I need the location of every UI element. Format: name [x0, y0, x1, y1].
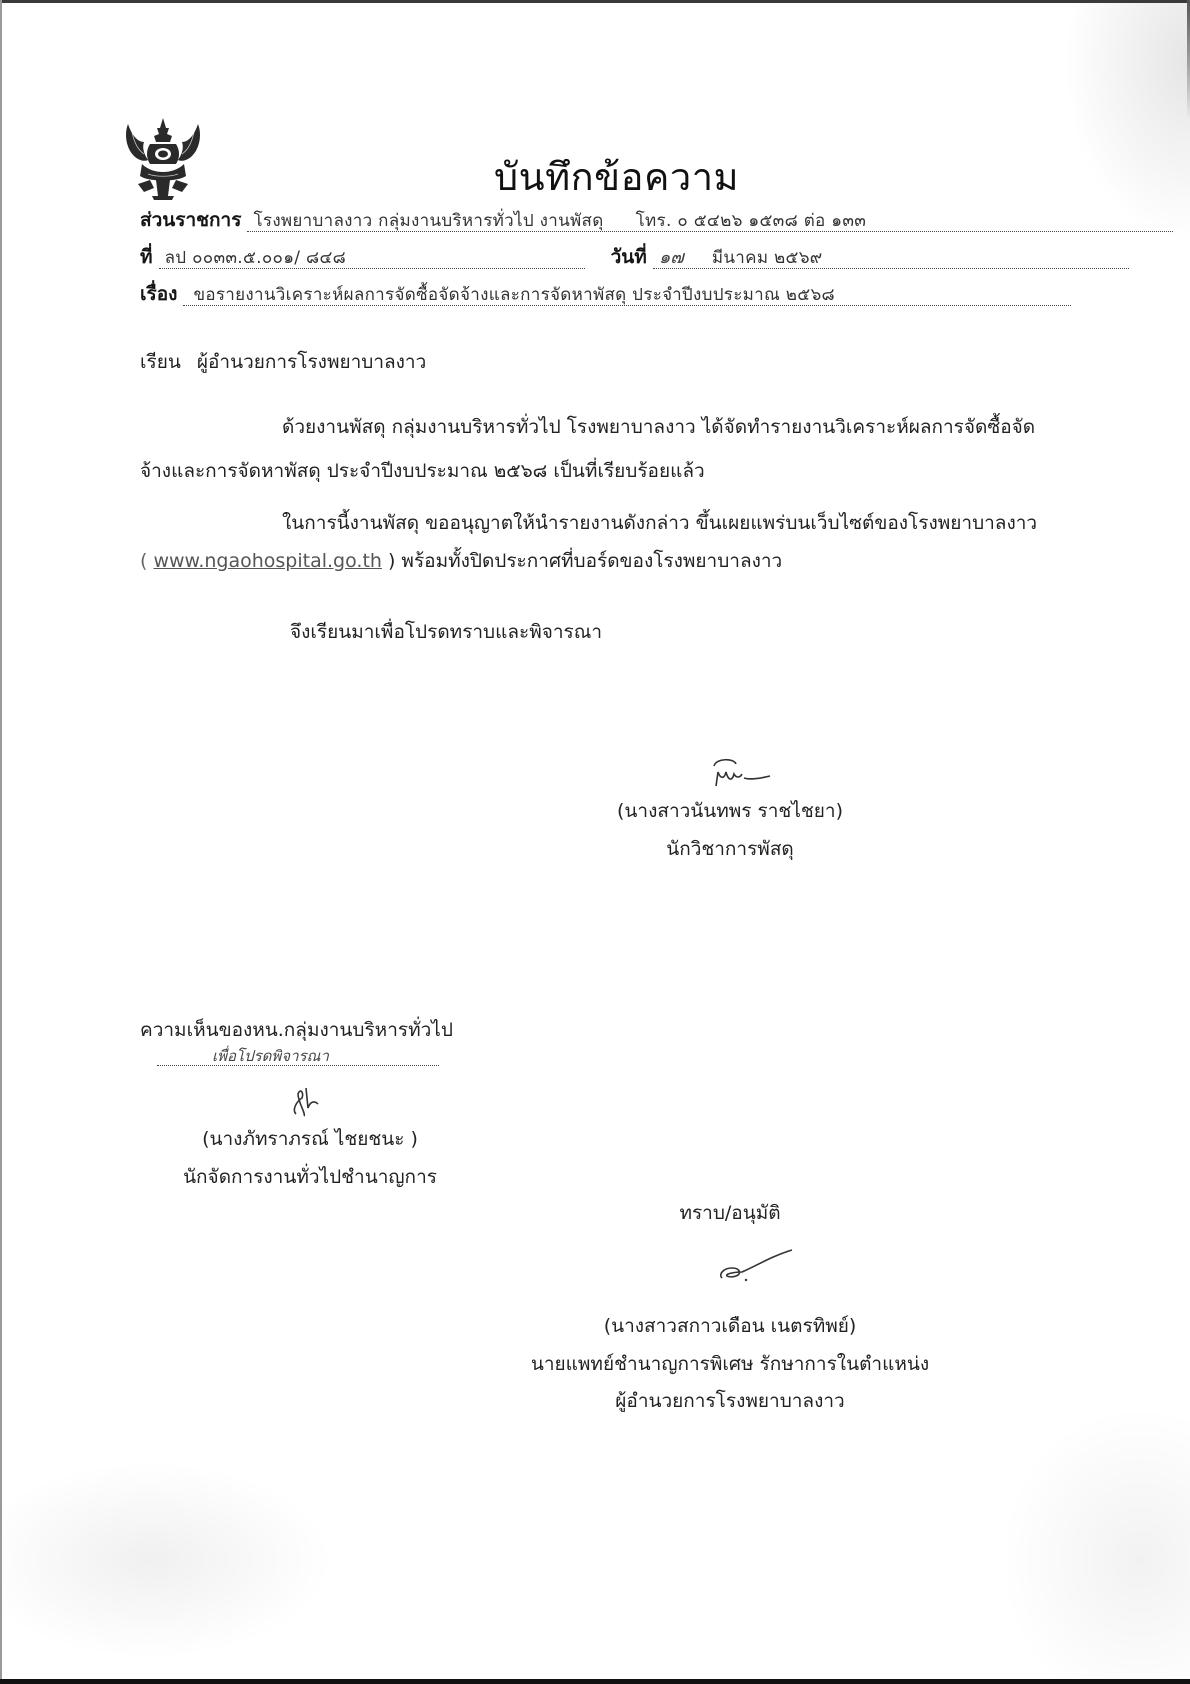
reference-value: ลป ๐๐๓๓.๕.๐๐๑/ ๘๔๘ — [164, 248, 347, 268]
reference-label: ที่ — [140, 246, 153, 268]
date-field — [653, 247, 1129, 269]
paragraph-2-rest: ) พร้อมทั้งปิดประกาศที่บอร์ดของโรงพยาบาลงาว — [381, 550, 783, 572]
scan-edge-top — [0, 0, 1190, 3]
date-label: วันที่ — [610, 246, 647, 268]
department-field — [247, 210, 1173, 232]
approver-position-line-1: นายแพทย์ชำนาญการพิเศษ รักษาการในตำแหน่ง — [530, 1353, 930, 1375]
subject-row — [140, 279, 1071, 309]
salutation — [140, 347, 426, 377]
opinion-handwritten-note: เพื่อโปรดพิจารณา — [212, 1047, 329, 1065]
subject-label: เรื่อง — [140, 283, 178, 305]
subject-field — [183, 284, 1071, 306]
signer-1-name: (นางสาวนันทพร ราชไชยา) — [617, 800, 843, 822]
reference-field — [159, 247, 585, 269]
paren-open: ( — [140, 550, 154, 572]
department-label: ส่วนราชการ — [140, 209, 242, 231]
signature-2-icon — [286, 1084, 326, 1120]
phone-value: โทร. ๐ ๕๔๒๖ ๑๕๓๘ ต่อ ๑๓๓ — [635, 211, 867, 231]
paragraph-1-line-2: จ้างและการจัดหาพัสดุ ประจำปีงบประมาณ ๒๕๖๘ เป็นที่เรียบร้อยแล้ว — [140, 460, 705, 482]
opinion-dotted-line — [157, 1065, 439, 1066]
closing-line: จึงเรียนมาเพื่อโปรดทราบและพิจารณา — [290, 621, 603, 643]
opinion-label: ความเห็นของหน.กลุ่มงานบริหารทั่วไป — [140, 1019, 453, 1041]
scan-edge-bottom — [0, 1679, 1190, 1684]
document-title: บันทึกข้อความ — [494, 155, 740, 199]
date-month-year: มีนาคม ๒๕๖๙ — [711, 248, 823, 268]
reference-date-row — [140, 242, 1129, 272]
approver-position-line-2: ผู้อำนวยการโรงพยาบาลงาว — [615, 1390, 845, 1412]
department-value: โรงพยาบาลงาว กลุ่มงานบริหารทั่วไป งานพัสดุ — [253, 211, 604, 231]
date-day-handwritten: ๑๗ — [658, 247, 684, 268]
approver-name: (นางสาวสกาวเดือน เนตรทิพย์) — [603, 1315, 857, 1337]
department-row — [140, 205, 1173, 235]
garuda-emblem-icon — [120, 114, 206, 202]
paragraph-2-line-2 — [140, 546, 782, 576]
salutation-recipient: ผู้อำนวยการโรงพยาบาลงาว — [196, 351, 427, 373]
signature-3-icon — [716, 1246, 796, 1286]
subject-value: ขอรายงานวิเคราะห์ผลการจัดซื้อจัดจ้างและการจัดหาพัสดุ ประจำปีงบประมาณ ๒๕๖๘ — [193, 285, 835, 305]
paragraph-2-line-1: ในการนี้งานพัสดุ ขออนุญาตให้นำรายงานดังกล่าว ขึ้นเผยแพร่บนเว็บไซต์ของโรงพยาบาลงาว — [282, 512, 1038, 534]
paragraph-1-line-1: ด้วยงานพัสดุ กลุ่มงานบริหารทั่วไป โรงพยาบาลงาว ได้จัดทำรายงานวิเคราะห์ผลการจัดซื้อจัด — [282, 416, 1036, 438]
approval-label: ทราบ/อนุมัติ — [679, 1202, 781, 1224]
scan-edge-left — [0, 0, 2, 1684]
signature-1-icon — [706, 756, 776, 792]
salutation-label: เรียน — [140, 351, 181, 373]
hospital-website-link[interactable]: www.ngaohospital.go.th — [153, 550, 382, 572]
signer-1-position: นักวิชาการพัสดุ — [666, 838, 794, 860]
opinion-signer-position: นักจัดการงานทั่วไปชำนาญการ — [183, 1166, 437, 1188]
opinion-signer-name: (นางภัทราภรณ์ ไชยชนะ ) — [202, 1128, 418, 1150]
